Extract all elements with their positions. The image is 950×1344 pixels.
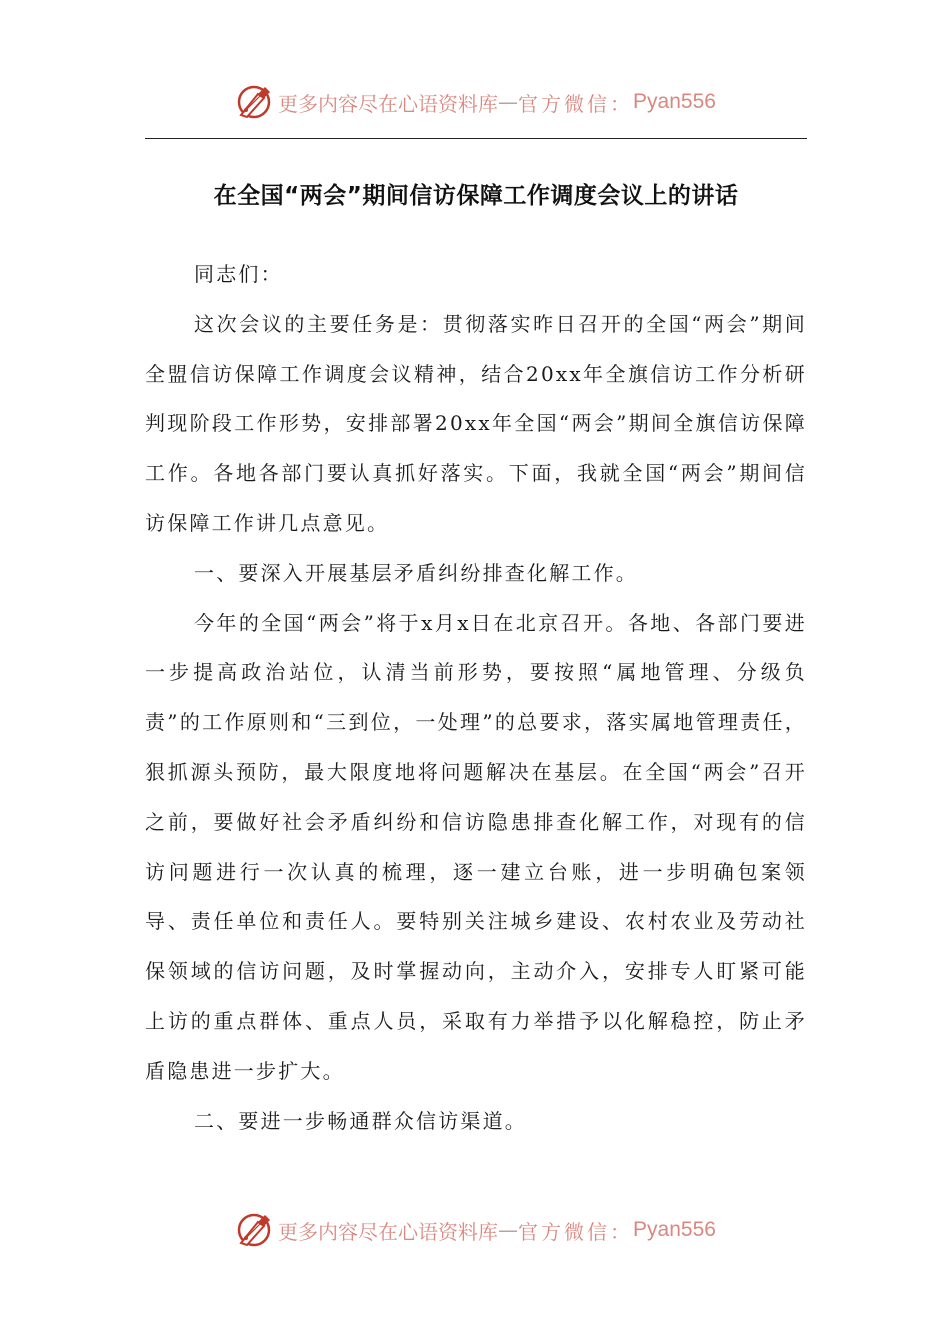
intro-paragraph: 这次会议的主要任务是：贯彻落实昨日召开的全国“两会”期间全盟信访保障工作调度会议精神，结合20xx年全旗信访工作分析研判现阶段工作形势，安排部署20xx年全国“两会”期间全旗信访保障工作。各地各部门要认真抓好落实。下面，我就全国“两会”期间信访保障工作讲几点意见。	[145, 311, 807, 535]
banner-wechat-label: 官方微信：	[518, 91, 634, 116]
footer-wechat-label: 官方微信：	[518, 1219, 634, 1244]
header-divider	[145, 138, 807, 139]
banner-brand-text: 更多内容尽在心语资料库	[278, 91, 499, 116]
section-heading-2: 二、要进一步畅通群众信访渠道。	[194, 1108, 527, 1133]
section-heading-1: 一、要深入开展基层矛盾纠纷排查化解工作。	[194, 560, 638, 585]
banner-separator: —	[498, 90, 519, 114]
banner-wechat-handle: Pyan556	[633, 90, 716, 113]
header-banner	[0, 80, 950, 124]
document-body	[145, 250, 807, 1146]
footer-wechat-handle: Pyan556	[633, 1218, 716, 1241]
salutation-paragraph: 同志们：	[194, 262, 283, 286]
section-1-paragraph: 今年的全国“两会”将于x月x日在北京召开。各地、各部门要进一步提高政治站位，认清当前形势，要按照“属地管理、分级负责”的工作原则和“三到位，一处理”的总要求，落实属地管理责任，狠抓源头预防，最大限度地将问题解决在基层。在全国“两会”召开之前，要做好社会矛盾纠纷和信访隐患排查化解工作，对现有的信访问题进行一次认真的梳理，逐一建立台账，进一步明确包案领导、责任单位和责任人。要特别关注城乡建设、农村农业及劳动社保领域的信访问题，及时掌握动向，主动介入，安排专人盯紧可能上访的重点群体、重点人员，采取有力举措予以化解稳控，防止矛盾隐患进一步扩大。	[145, 610, 807, 1083]
footer-separator: —	[498, 1218, 519, 1242]
pen-nib-logo-icon	[234, 1210, 274, 1250]
pen-nib-logo-icon	[234, 82, 274, 122]
footer-banner	[0, 1208, 950, 1252]
footer-brand-text: 更多内容尽在心语资料库	[278, 1219, 499, 1244]
document-title: 在全国“两会”期间信访保障工作调度会议上的讲话	[213, 183, 739, 209]
